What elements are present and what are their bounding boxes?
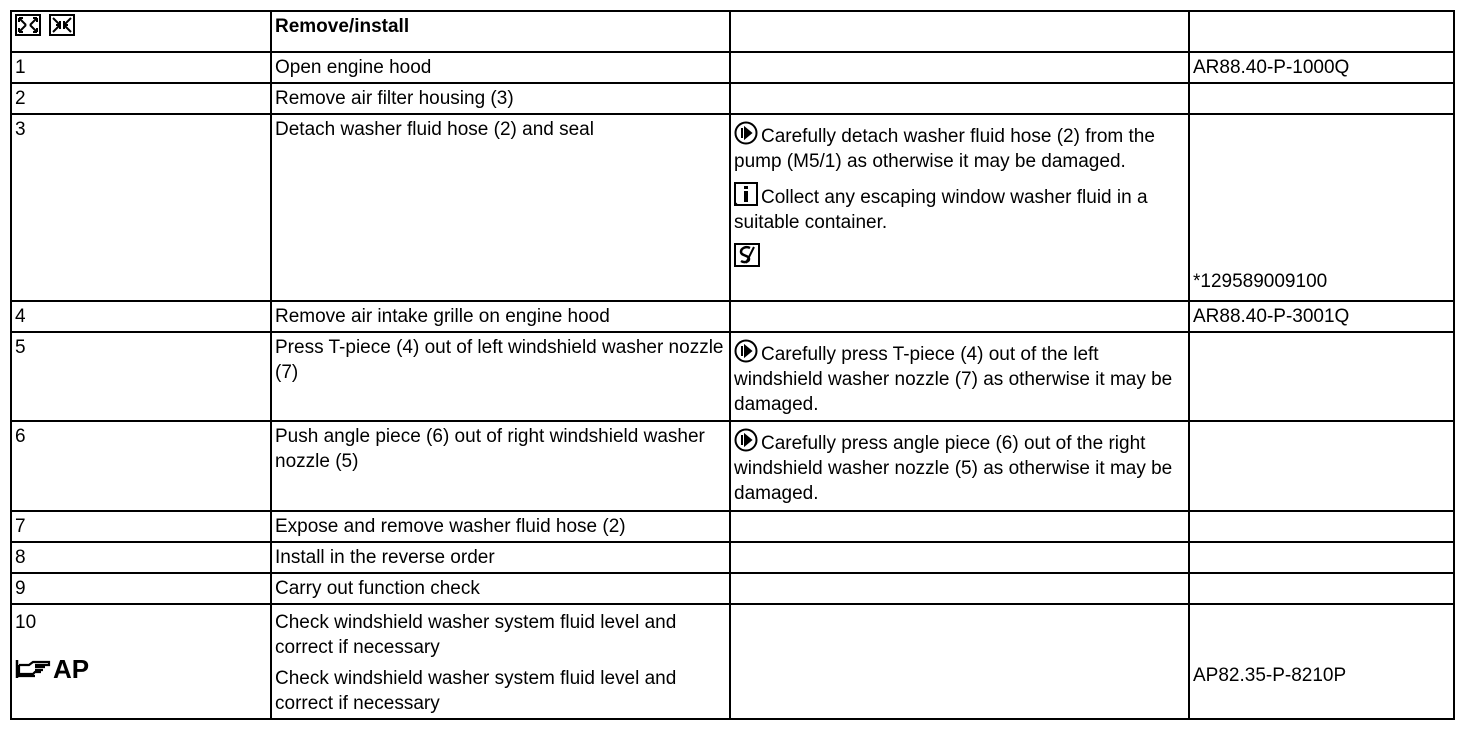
step-number: 2 (11, 83, 271, 114)
step-action: Remove air intake grille on engine hood (271, 301, 730, 332)
step-number: 6 (11, 421, 271, 511)
header-row (11, 11, 1454, 52)
step-number: 10 (15, 612, 37, 633)
step-action: Press T-piece (4) out of left windshield washer nozzle (7) (271, 332, 730, 421)
ap-action: Check windshield washer system fluid level and correct if necessary (275, 668, 677, 714)
ap-marker: AP (15, 655, 266, 683)
step-action-cell (271, 604, 730, 719)
step-action: Carry out function check (271, 573, 730, 604)
header-title: Remove/install (271, 11, 730, 52)
caution-icon (734, 121, 758, 145)
step-reference: *129589009100 (1189, 114, 1454, 301)
step-number: 8 (11, 542, 271, 573)
step-action: Push angle piece (6) out of right windshield washer nozzle (5) (271, 421, 730, 511)
remove-icon (15, 14, 41, 36)
step-number: 7 (11, 511, 271, 542)
step-number: 3 (11, 114, 271, 301)
table-row (11, 114, 1454, 301)
table-row (11, 301, 1454, 332)
step-reference: AR88.40-P-3001Q (1189, 301, 1454, 332)
step-action: Install in the reverse order (271, 542, 730, 573)
install-icon (49, 14, 75, 36)
step-action: Open engine hood (271, 52, 730, 83)
step-number: 4 (11, 301, 271, 332)
header-icons-cell (11, 11, 271, 52)
step-number: 9 (11, 573, 271, 604)
table-row (11, 511, 1454, 542)
step-number: 5 (11, 332, 271, 421)
caution-note: Carefully press angle piece (6) out of the right windshield washer nozzle (5) as otherwise it may be damaged. (734, 428, 1184, 506)
step-action: Remove air filter housing (3) (271, 83, 730, 114)
step-action: Check windshield washer system fluid level and correct if necessary (275, 612, 677, 658)
caution-note: Carefully detach washer fluid hose (2) from the pump (M5/1) as otherwise it may be damaged. (734, 121, 1184, 174)
step-notes (730, 332, 1189, 421)
table-row (11, 542, 1454, 573)
special-tool-note (734, 243, 1184, 271)
caution-icon (734, 339, 758, 363)
table-row (11, 332, 1454, 421)
info-note: Collect any escaping window washer fluid in a suitable container. (734, 182, 1184, 235)
procedure-table (10, 10, 1455, 720)
table-row (11, 573, 1454, 604)
pointing-hand-icon (15, 658, 51, 680)
step-reference: AP82.35-P-8210P (1189, 604, 1454, 719)
step-action: Expose and remove washer fluid hose (2) (271, 511, 730, 542)
caution-icon (734, 428, 758, 452)
step-action: Detach washer fluid hose (2) and seal (271, 114, 730, 301)
table-row (11, 421, 1454, 511)
step-notes (730, 114, 1189, 301)
special-tool-icon (734, 243, 760, 267)
step-notes (730, 421, 1189, 511)
step-number: 1 (11, 52, 271, 83)
table-row (11, 604, 1454, 719)
info-icon (734, 182, 758, 206)
table-row (11, 52, 1454, 83)
caution-note: Carefully press T-piece (4) out of the left windshield washer nozzle (7) as otherwise it may be damaged. (734, 339, 1184, 417)
step-number-cell (11, 604, 271, 719)
step-reference: AR88.40-P-1000Q (1189, 52, 1454, 83)
table-row (11, 83, 1454, 114)
